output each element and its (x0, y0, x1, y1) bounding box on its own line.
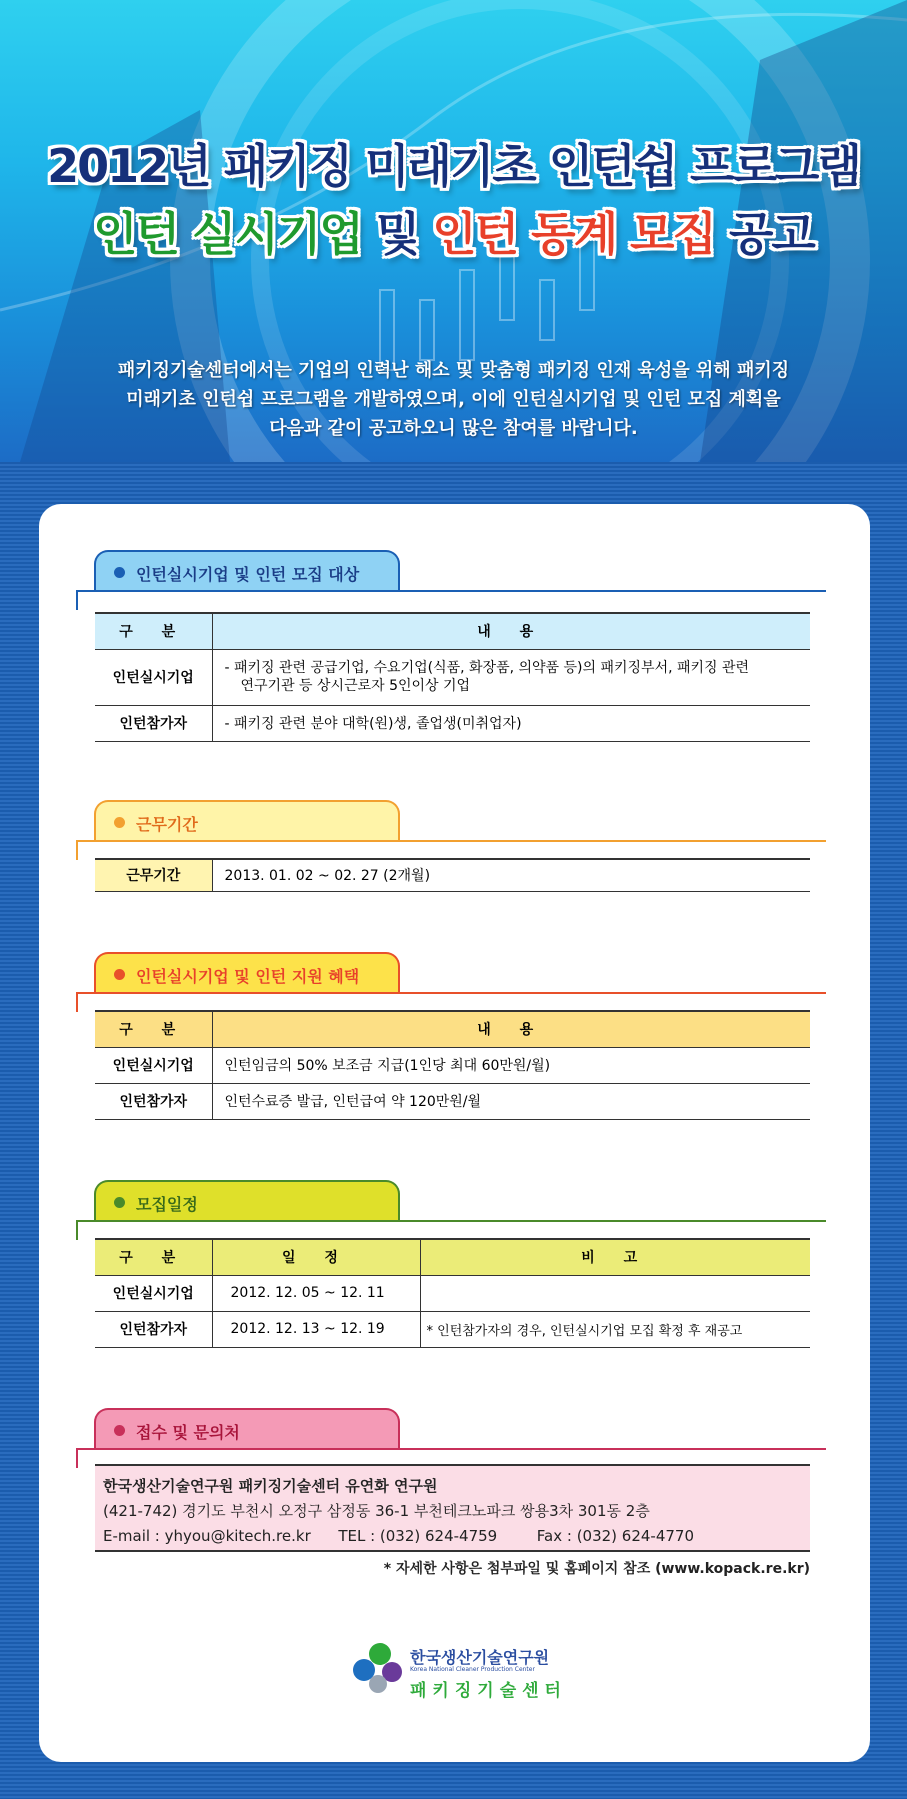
intro-line: 패키징기술센터에서는 기업의 인력난 해소 및 맞춤형 패키징 인재 육성을 위해 패키징 (117, 360, 790, 381)
divider (76, 1220, 78, 1240)
reference-note: * 자세한 사항은 첨부파일 및 홈페이지 참조 (www.kopack.re.kr) (383, 1561, 810, 1577)
divider (76, 1448, 826, 1450)
hero-banner (0, 0, 907, 462)
logo-subtitle: 패키징기술센터 (410, 1681, 567, 1701)
table-header: 내 용 (212, 613, 810, 649)
table-header: 구 분 (95, 613, 212, 649)
hero-title-red: 인턴 동계 모집 (432, 207, 715, 261)
schedule-table (95, 1238, 810, 1348)
row-label: 인턴참가자 (95, 705, 212, 741)
table-header: 일 정 (212, 1239, 420, 1275)
section-tab (94, 800, 400, 840)
table-row (95, 1083, 810, 1119)
logo-english-name: Korea National Cleaner Production Center (410, 1666, 535, 1673)
row-content: - 패키징 관련 분야 대학(원)생, 졸업생(미취업자) (212, 705, 810, 741)
section-period-header (39, 800, 870, 842)
table-row (95, 649, 810, 705)
divider (76, 1220, 826, 1222)
section-title: 접수 및 문의처 (136, 1423, 240, 1442)
row-label: 근무기간 (95, 859, 212, 891)
section-schedule-header (39, 1180, 870, 1222)
divider (76, 992, 826, 994)
divider (76, 992, 78, 1012)
period-table (95, 858, 810, 892)
divider (76, 590, 826, 592)
row-label: 인턴실시기업 (95, 1047, 212, 1083)
content-line: 연구기관 등 상시근로자 5인이상 기업 (240, 678, 471, 694)
table-header: 비 고 (420, 1239, 810, 1275)
hero-title-and: 및 (361, 207, 433, 261)
section-contact-header (39, 1408, 870, 1450)
table-header: 구 분 (95, 1239, 212, 1275)
contact-box (95, 1464, 810, 1552)
section-title: 인턴실시기업 및 인턴 지원 혜택 (136, 967, 360, 986)
row-label: 인턴실시기업 (95, 1275, 212, 1311)
row-date: 2012. 12. 05 ~ 12. 11 (212, 1275, 420, 1311)
divider (76, 840, 78, 860)
bullet-icon (114, 1425, 125, 1436)
intro-line: 다음과 같이 공고하오니 많은 참여를 바랍니다. (269, 418, 638, 439)
contact-line (103, 1524, 802, 1549)
hero-title-line2 (0, 198, 907, 264)
section-title: 인턴실시기업 및 인턴 모집 대상 (136, 565, 360, 584)
table-row (95, 705, 810, 741)
divider (76, 590, 78, 610)
bullet-icon (114, 1197, 125, 1208)
hero-title-line1: 2012년 패키징 미래기초 인턴쉽 프로그램 (47, 139, 860, 193)
contact-fax: Fax : (032) 624-4770 (536, 1527, 695, 1545)
section-benefits-header (39, 952, 870, 994)
row-content: 2013. 01. 02 ~ 02. 27 (2개월) (212, 859, 810, 891)
bullet-icon (114, 969, 125, 980)
contact-tel: TEL : (032) 624-4759 (338, 1527, 498, 1545)
row-content: 인턴수료증 발급, 인턴급여 약 120만원/월 (212, 1083, 810, 1119)
table-header: 내 용 (212, 1011, 810, 1047)
section-title: 근무기간 (136, 815, 198, 834)
row-label: 인턴참가자 (95, 1311, 212, 1347)
row-label: 인턴참가자 (95, 1083, 212, 1119)
hero-intro (60, 356, 847, 443)
section-tab (94, 1408, 400, 1448)
section-title: 모집일정 (136, 1195, 198, 1214)
table-row (95, 859, 810, 891)
section-tab (94, 550, 400, 590)
target-table (95, 612, 810, 742)
row-label: 인턴실시기업 (95, 649, 212, 705)
contact-address: (421-742) 경기도 부천시 오정구 삼정동 36-1 부천테크노파크 쌍용3차 301동 2층 (103, 1502, 650, 1520)
row-note (420, 1275, 810, 1311)
table-row (95, 1275, 810, 1311)
table-header: 구 분 (95, 1011, 212, 1047)
content-line: - 패키징 관련 공급기업, 수요기업(식품, 화장품, 의약품 등)의 패키징부서, 패키징 관련 (224, 660, 750, 676)
row-content (212, 649, 810, 705)
table-row (95, 1047, 810, 1083)
intro-line: 미래기초 인턴쉽 프로그램을 개발하였으며, 이에 인턴실시기업 및 인턴 모집 계획을 (126, 389, 781, 410)
section-target-header (39, 550, 870, 592)
bullet-icon (114, 567, 125, 578)
hero-title-green: 인턴 실시기업 (93, 207, 362, 261)
row-date: 2012. 12. 13 ~ 12. 19 (212, 1311, 420, 1347)
contact-org: 한국생산기술연구원 패키징기술센터 유연화 연구원 (103, 1477, 438, 1495)
contact-email[interactable]: E-mail : yhyou@kitech.re.kr (103, 1527, 311, 1545)
bullet-icon (114, 817, 125, 828)
table-row (95, 1311, 810, 1347)
section-tab (94, 952, 400, 992)
section-tab (94, 1180, 400, 1220)
divider (76, 840, 826, 842)
row-content: 인턴임금의 50% 보조금 지급(1인당 최대 60만원/월) (212, 1047, 810, 1083)
hero-title-end: 공고 (714, 207, 814, 261)
row-note: * 인턴참가자의 경우, 인턴실시기업 모집 확정 후 재공고 (420, 1311, 810, 1347)
benefits-table (95, 1010, 810, 1120)
logo-korean-name: 한국생산기술연구원 (410, 1648, 550, 1667)
divider (76, 1448, 78, 1468)
kitech-logo-icon (350, 1640, 406, 1696)
